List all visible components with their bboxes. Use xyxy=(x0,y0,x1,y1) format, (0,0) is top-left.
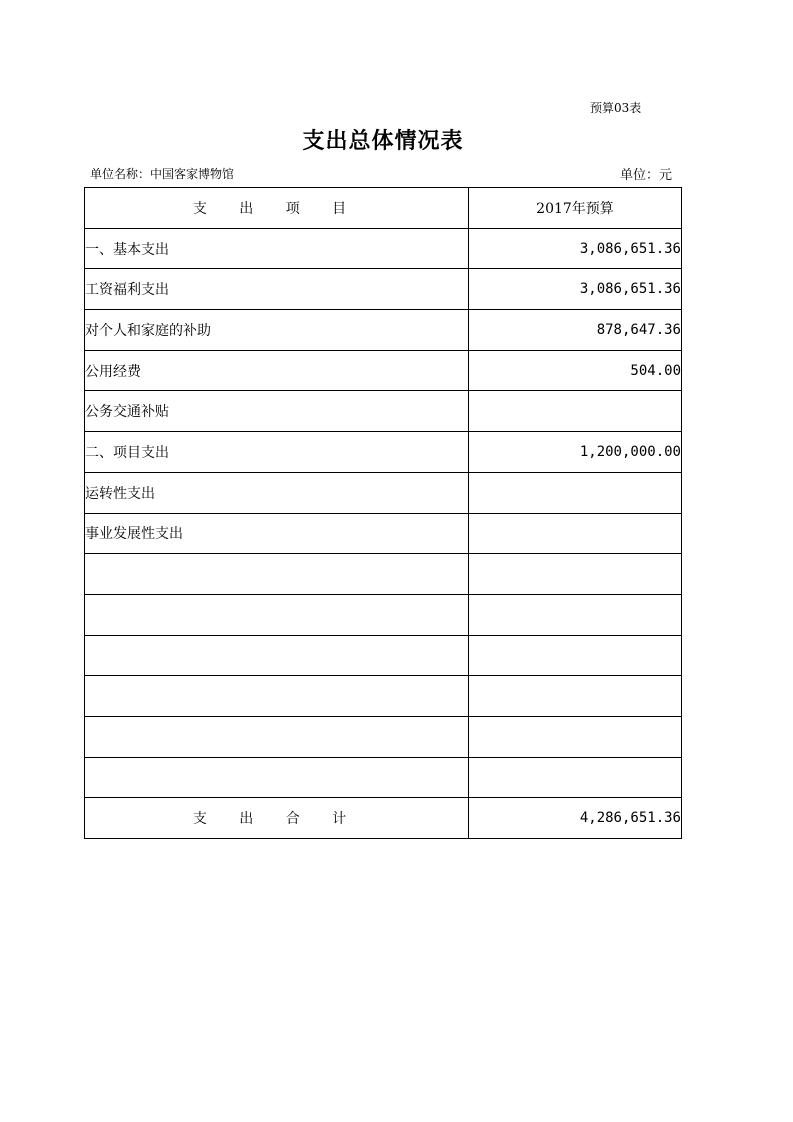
table-row-empty xyxy=(85,635,682,676)
table-row xyxy=(85,472,682,513)
table-row xyxy=(85,228,682,269)
table-row xyxy=(85,391,682,432)
row-amount xyxy=(469,554,682,595)
table-row-empty xyxy=(85,676,682,717)
column-header-item: 支 出 项 目 xyxy=(85,188,469,229)
row-item-label: 二、项目支出 xyxy=(85,432,469,473)
row-amount xyxy=(469,472,682,513)
row-item-label: 运转性支出 xyxy=(85,472,469,513)
table-row-empty xyxy=(85,554,682,595)
row-item-label: 公用经费 xyxy=(85,350,469,391)
row-amount xyxy=(469,635,682,676)
row-item-label xyxy=(85,594,469,635)
table-row-empty xyxy=(85,757,682,798)
table-row-empty xyxy=(85,594,682,635)
row-amount xyxy=(469,594,682,635)
table-total-row xyxy=(85,798,682,839)
row-item-label xyxy=(85,716,469,757)
table-row xyxy=(85,350,682,391)
row-amount xyxy=(469,513,682,554)
table-row xyxy=(85,310,682,351)
row-amount: 3,086,651.36 xyxy=(469,228,682,269)
row-amount xyxy=(469,391,682,432)
table-header-row xyxy=(85,188,682,229)
expenditure-table xyxy=(84,187,682,839)
row-item-label: 一、基本支出 xyxy=(85,228,469,269)
row-amount xyxy=(469,716,682,757)
row-amount xyxy=(469,676,682,717)
row-amount: 3,086,651.36 xyxy=(469,269,682,310)
row-amount: 504.00 xyxy=(469,350,682,391)
row-item-label: 工资福利支出 xyxy=(85,269,469,310)
row-amount: 1,200,000.00 xyxy=(469,432,682,473)
row-amount: 878,647.36 xyxy=(469,310,682,351)
page-title: 支出总体情况表 xyxy=(302,129,464,154)
table-row-empty xyxy=(85,716,682,757)
total-amount: 4,286,651.36 xyxy=(469,798,682,839)
row-item-label xyxy=(85,554,469,595)
row-item-label xyxy=(85,635,469,676)
unit-name: 单位名称：中国客家博物馆 xyxy=(90,167,235,181)
row-item-label: 事业发展性支出 xyxy=(85,513,469,554)
row-item-label: 公务交通补贴 xyxy=(85,391,469,432)
row-amount xyxy=(469,757,682,798)
total-label: 支 出 合 计 xyxy=(85,798,469,839)
row-item-label xyxy=(85,676,469,717)
form-code: 预算03表 xyxy=(590,101,642,115)
column-header-amount: 2017年预算 xyxy=(469,188,682,229)
row-item-label: 对个人和家庭的补助 xyxy=(85,310,469,351)
unit-currency: 单位：元 xyxy=(620,168,673,183)
table-row xyxy=(85,513,682,554)
table-row xyxy=(85,269,682,310)
row-item-label xyxy=(85,757,469,798)
table-row xyxy=(85,432,682,473)
